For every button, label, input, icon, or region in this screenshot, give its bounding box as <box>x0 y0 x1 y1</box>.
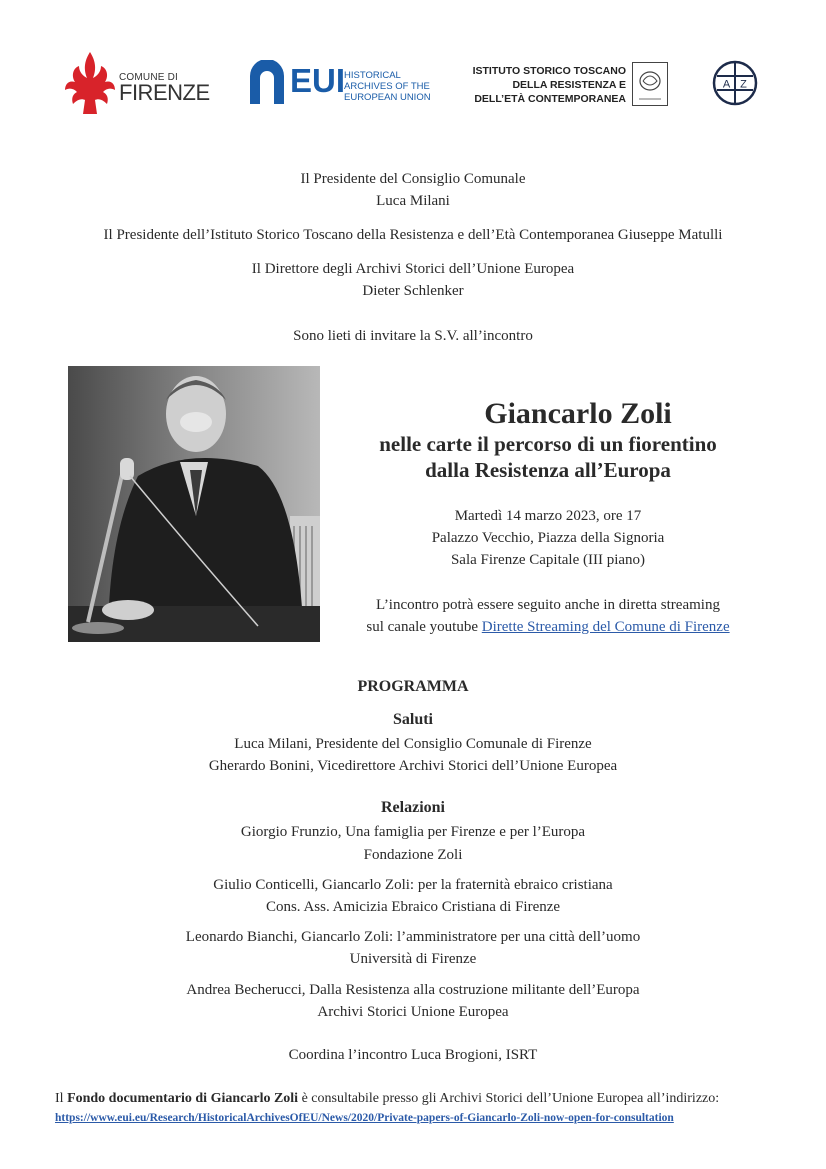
eui-logo-text <box>344 70 431 103</box>
isrt-emblem-icon <box>632 62 668 106</box>
eui-logo-mark: EUI <box>290 62 346 99</box>
relazione-talk: Andrea Becherucci, Dalla Resistenza alla costruzione militante dell’Europa <box>186 982 640 998</box>
event-title: Giancarlo Zoli <box>484 397 672 430</box>
az-circle-icon <box>712 56 758 110</box>
relazione-org: Università di Firenze <box>349 951 477 967</box>
relazione-org: Fondazione Zoli <box>363 847 463 863</box>
footer-url-link[interactable]: https://www.eui.eu/Research/HistoricalArchivesOfEU/News/2020/Private-papers-of-Giancarlo-Zoli-now-open-for-consultation <box>55 1112 674 1124</box>
stream-info-line-2 <box>300 616 796 638</box>
host-line-4: Il Direttore degli Archivi Storici dell’Unione Europea <box>251 261 575 277</box>
program-heading: PROGRAMMA <box>357 678 469 695</box>
event-room: Sala Firenze Capitale (III piano) <box>450 552 646 568</box>
footer-text <box>55 1089 771 1108</box>
relazione-talk: Leonardo Bianchi, Giancarlo Zoli: l’amministratore per una città dell’uomo <box>185 929 641 945</box>
saluti-item: Luca Milani, Presidente del Consiglio Comunale di Firenze <box>234 736 592 752</box>
az-letter-a: A <box>722 78 731 91</box>
comune-di-firenze-logo <box>63 50 211 118</box>
event-date: Martedì 14 marzo 2023, ore 17 <box>454 508 642 524</box>
firenze-logo-line2: FIRENZE <box>119 80 210 105</box>
host-line-5: Dieter Schlenker <box>362 283 464 299</box>
event-place: Palazzo Vecchio, Piazza della Signoria <box>431 530 665 546</box>
az-letter-z: Z <box>740 78 747 91</box>
az-logo <box>712 56 758 110</box>
invite-line: Sono lieti di invitare la S.V. all’incontro <box>293 328 533 344</box>
isrt-logo-line1: ISTITUTO STORICO TOSCANO <box>472 65 626 77</box>
footer-prefix: Il <box>55 1091 68 1106</box>
event-subtitle-1: nelle carte il percorso di un fiorentino <box>379 432 717 456</box>
footer-suffix: è consultabile presso gli Archivi Storici dell’Unione Europea all’indirizzo: <box>298 1091 720 1106</box>
relazione-org: Archivi Storici Unione Europea <box>317 1004 509 1020</box>
eui-logo-line2: ARCHIVES OF THE <box>344 81 430 92</box>
footer-note <box>55 1089 771 1128</box>
stream-prefix: sul canale youtube <box>366 619 482 635</box>
eui-logo-line3: EUROPEAN UNION <box>344 92 431 103</box>
relazioni-heading: Relazioni <box>381 799 445 816</box>
coordinator-line: Coordina l’incontro Luca Brogioni, ISRT <box>288 1047 538 1063</box>
eui-historical-archives-logo <box>248 60 438 106</box>
relazione-org: Cons. Ass. Amicizia Ebraico Cristiana di Firenze <box>265 899 561 915</box>
relazione-talk: Giulio Conticelli, Giancarlo Zoli: per la fraternità ebraico cristiana <box>213 877 613 893</box>
eui-logo-line1: HISTORICAL <box>344 70 401 81</box>
relazione-talk: Giorgio Frunzio, Una famiglia per Firenze e per l’Europa <box>240 824 586 840</box>
host-line-2: Luca Milani <box>376 193 450 209</box>
stream-info-line-1: L’incontro potrà essere seguito anche in diretta streaming <box>376 597 720 613</box>
saluti-item: Gherardo Bonini, Vicedirettore Archivi Storici dell’Unione Europea <box>208 758 618 774</box>
isrt-logo-line3: DELL’ETÀ CONTEMPORANEA <box>474 93 626 105</box>
isrt-logo <box>470 62 670 108</box>
isrt-logo-line2: DELLA RESISTENZA E <box>512 79 626 91</box>
firenze-logo-line1: COMUNE DI <box>119 72 179 83</box>
giancarlo-zoli-photo <box>68 366 320 642</box>
event-subtitle-2: dalla Resistenza all’Europa <box>425 458 671 482</box>
dirette-streaming-link[interactable]: Dirette Streaming del Comune di Firenze <box>481 619 730 635</box>
footer-bold: Fondo documentario di Giancarlo Zoli <box>67 1091 299 1106</box>
host-line-3: Il Presidente dell’Istituto Storico Toscano della Resistenza e dell’Età Contemporanea Giuseppe Matulli <box>103 227 723 243</box>
host-line-1: Il Presidente del Consiglio Comunale <box>300 171 526 187</box>
saluti-heading: Saluti <box>392 711 433 728</box>
eui-arch-icon <box>248 60 286 104</box>
fleur-de-lis-icon <box>63 50 117 118</box>
